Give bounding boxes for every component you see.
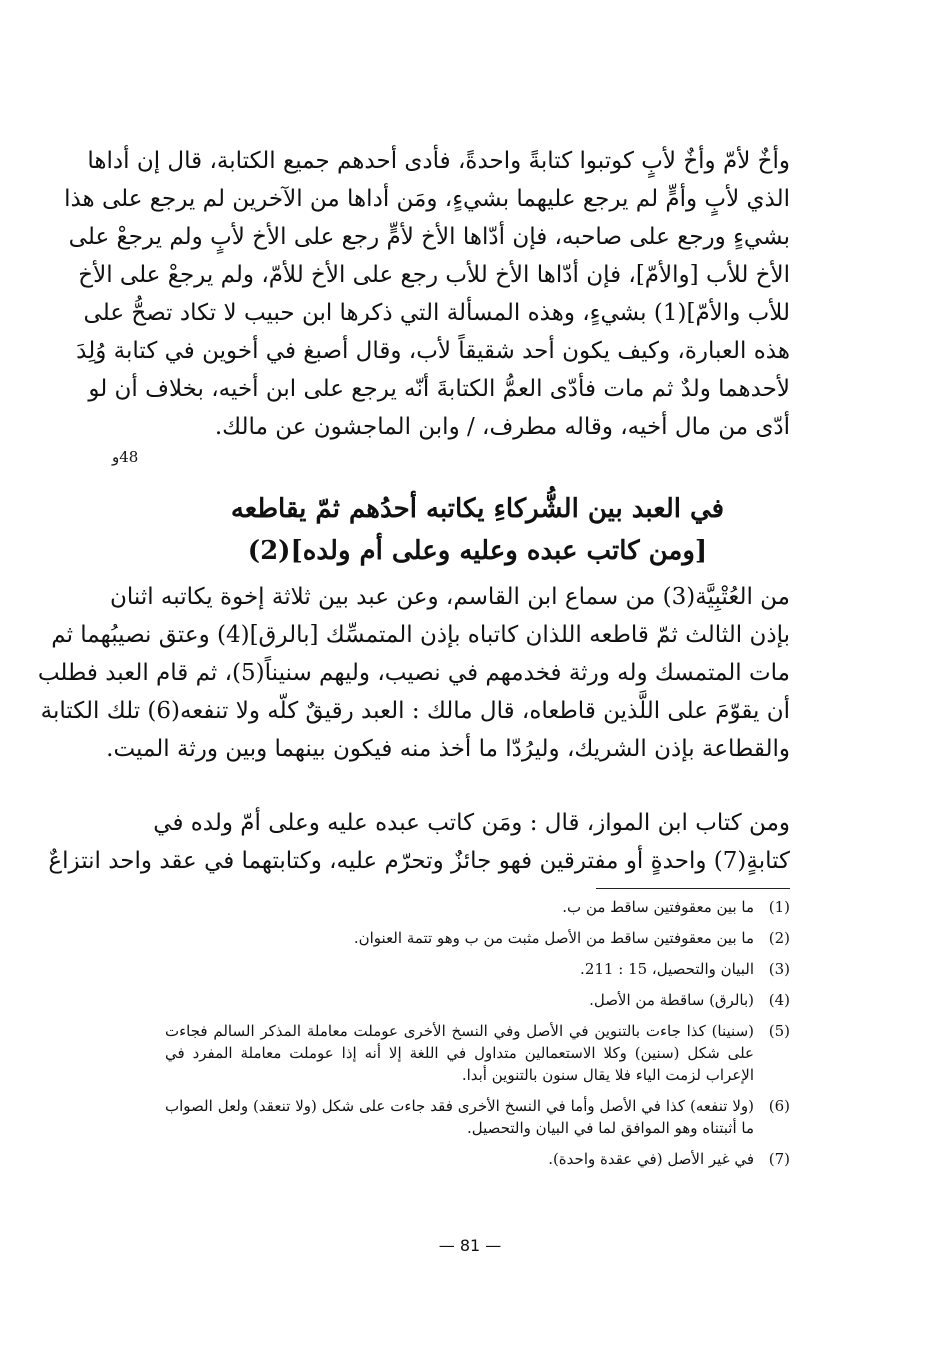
footnote-number: (5) (768, 1022, 790, 1040)
footnotes (165, 896, 790, 1179)
footnote (165, 958, 790, 980)
text-line: أن يقوّمَ على اللَّذين قاطعاه، قال مالك : العبد رقيقٌ كلّه ولا تنفعه(6) تلك الكتابة (40, 698, 790, 724)
text-line: بإذن الثالث ثمّ قاطعه اللذان كاتباه بإذن المتمسِّك [بالرق](4) وعتق نصيبُهما ثم (51, 622, 790, 648)
footnote-text: ما بين معقوفتين ساقط من ب. (562, 898, 754, 916)
text-line: لأحدهما ولدٌ ثم مات فأدّى العمُّ الكتابةَ أنّه يرجع على ابن أخيه، بخلاف أن لو (88, 376, 790, 402)
text-line: للأب والأمّ](1) بشيءٍ، وهذه المسألة التي ذكرها ابن حبيب لا تكاد تصحُّ على (83, 300, 790, 326)
footnote (165, 989, 790, 1011)
text-line: من العُتْبِيَّة(3) من سماع ابن القاسم، وعن عبد بين ثلاثة إخوة يكاتبه اثنان (109, 584, 790, 610)
footnote-text: البيان والتحصيل، 15 : 211. (580, 960, 754, 978)
margin-folio-note: 48و (112, 448, 139, 466)
footnote (165, 896, 790, 918)
text-line: هذه العبارة، وكيف يكون أحد شقيقاً لأب، وقال أصبغ في أخوين في كتابة وُلِدَ (76, 338, 790, 364)
footnote (165, 1148, 790, 1170)
body-paragraph-2 (37, 578, 790, 768)
footnote-number: (6) (768, 1097, 790, 1115)
footnote-text: (بالرق) ساقطة من الأصل. (589, 991, 754, 1009)
text-line: الأخ للأب [والأمّ]، فإن أدّاها الأخ للأب رجع على الأخ للأمّ، ولم يرجعْ على الأخ (78, 262, 790, 288)
footnote (165, 1095, 790, 1139)
footnote-number: (1) (768, 898, 790, 916)
section-subheading: [ومن كاتب عبده وعليه وعلى أم ولده](2) (247, 536, 708, 566)
section-heading: في العبد بين الشُّركاءِ يكاتبه أحدُهم ثمّ يقاطعه (230, 494, 725, 524)
footnote-text: (ولا تنفعه) كذا في الأصل وأما في النسخ الأخرى فقد جاءت على شكل (ولا تنعقد) ولعل الصواب ما أثبتناه وهو الموافق لما في البيان والتحصيل. (165, 1097, 754, 1137)
text-line: الذي لأبٍ وأمٍّ لم يرجع عليهما بشيءٍ، ومَن أداها من الآخرين لم يرجع على هذا (64, 186, 790, 212)
footnote (165, 927, 790, 949)
text-line: بشيءٍ ورجع على صاحبه، فإن أدّاها الأخ لأمٍّ رجع على الأخ لأبٍ ولم يرجعْ على (68, 224, 790, 250)
body-paragraph-1 (64, 142, 790, 446)
text-line: مات المتمسك وله ورثة فخدمهم في نصيب، وليهم سنيناً(5)، ثم قام العبد فطلب (37, 660, 790, 686)
footnote-text: في غير الأصل (في عقدة واحدة). (548, 1150, 754, 1168)
footnote-number: (4) (768, 991, 790, 1009)
footnote-divider (596, 888, 790, 889)
footnote (165, 1020, 790, 1086)
footnote-number: (7) (768, 1150, 790, 1168)
page-number: — 81 — (438, 1236, 502, 1255)
text-line: أدّى من مال أخيه، وقاله مطرف، / وابن الماجشون عن مالك. (214, 414, 790, 440)
text-line: ومن كتاب ابن المواز، قال : ومَن كاتب عبده عليه وعلى أمّ ولده في (153, 810, 790, 836)
footnote-number: (3) (768, 960, 790, 978)
text-line: وأخٌ لأمّ وأخٌ لأبٍ كوتبوا كتابةً واحدةً، فأدى أحدهم جميع الكتابة، قال إن أداها (87, 148, 790, 174)
footnote-number: (2) (768, 929, 790, 947)
footnote-text: (سنينا) كذا جاءت بالتنوين في الأصل وفي النسخ الأخرى عوملت معاملة المذكر السالم فجاءت على شكل (سنين) وكلا الاستعمالين متداول في اللغة إلا أنه إذا عوملت معاملة المفرد في الإعراب لزمت الياء فلا يقال سنون بالتنوين أبدا. (165, 1022, 754, 1084)
text-line: والقطاعة بإذن الشريك، وليرُدّا ما أخذ منه فيكون بينهما وبين ورثة الميت. (106, 736, 790, 762)
footnote-text: ما بين معقوفتين ساقط من الأصل مثبت من ب وهو تتمة العنوان. (353, 929, 754, 947)
body-paragraph-3 (48, 804, 790, 880)
text-line: كتابةٍ(7) واحدةٍ أو مفترقين فهو جائزٌ وتحرّم عليه، وكتابتهما في عقد واحد انتزاعٌ (48, 848, 790, 874)
